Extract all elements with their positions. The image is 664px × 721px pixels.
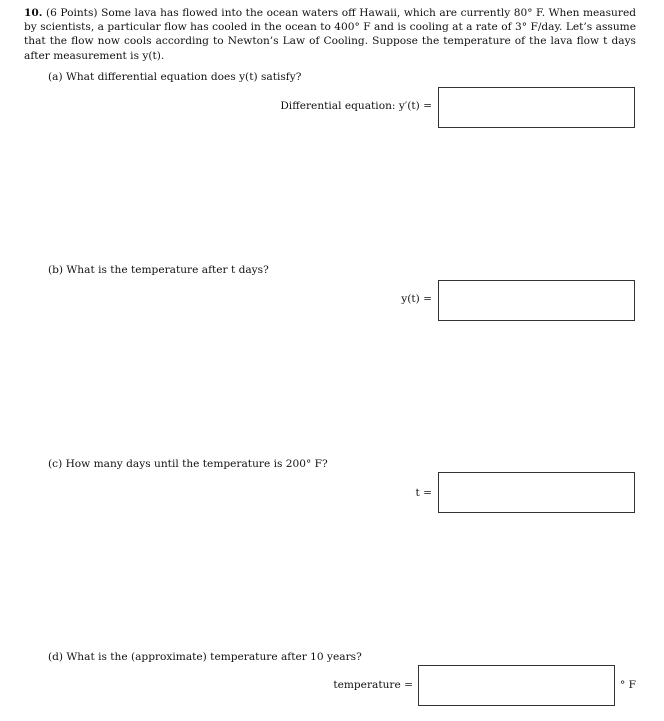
problem-points: (6 Points) xyxy=(45,7,98,19)
problem-number: 10. xyxy=(24,7,43,19)
part-c-answer-box[interactable] xyxy=(438,472,635,513)
problem-statement-text: Some lava has flowed into the ocean waters off Hawaii, which are currently 80° F. When measured by scientists, a particular flow has cooled in the ocean to 400° F and is cooling at a rate of 3° F/day. Let’s assume that the flow now cools according to Newton’s Law of Cooling. Suppose the temperature of the lava flow t days after measurement is y(t). xyxy=(24,7,636,62)
part-a-question: (a) What differential equation does y(t) satisfy? xyxy=(48,71,302,83)
part-c-answer-label: t = xyxy=(415,487,432,499)
part-d-question: (d) What is the (approximate) temperature after 10 years? xyxy=(48,651,362,663)
part-b-answer-box[interactable] xyxy=(438,280,635,321)
part-a-answer-box[interactable] xyxy=(438,87,635,128)
part-c-question: (c) How many days until the temperature is 200° F? xyxy=(48,458,328,470)
part-d-answer-box[interactable] xyxy=(418,665,615,706)
problem-statement xyxy=(24,6,636,63)
part-b-answer-label: y(t) = xyxy=(401,293,432,305)
part-b-question: (b) What is the temperature after t days? xyxy=(48,264,269,276)
part-d-answer-label: temperature = xyxy=(333,679,413,691)
part-d-unit-label: ° F xyxy=(620,679,637,691)
part-a-answer-label: Differential equation: y′(t) = xyxy=(280,100,432,112)
